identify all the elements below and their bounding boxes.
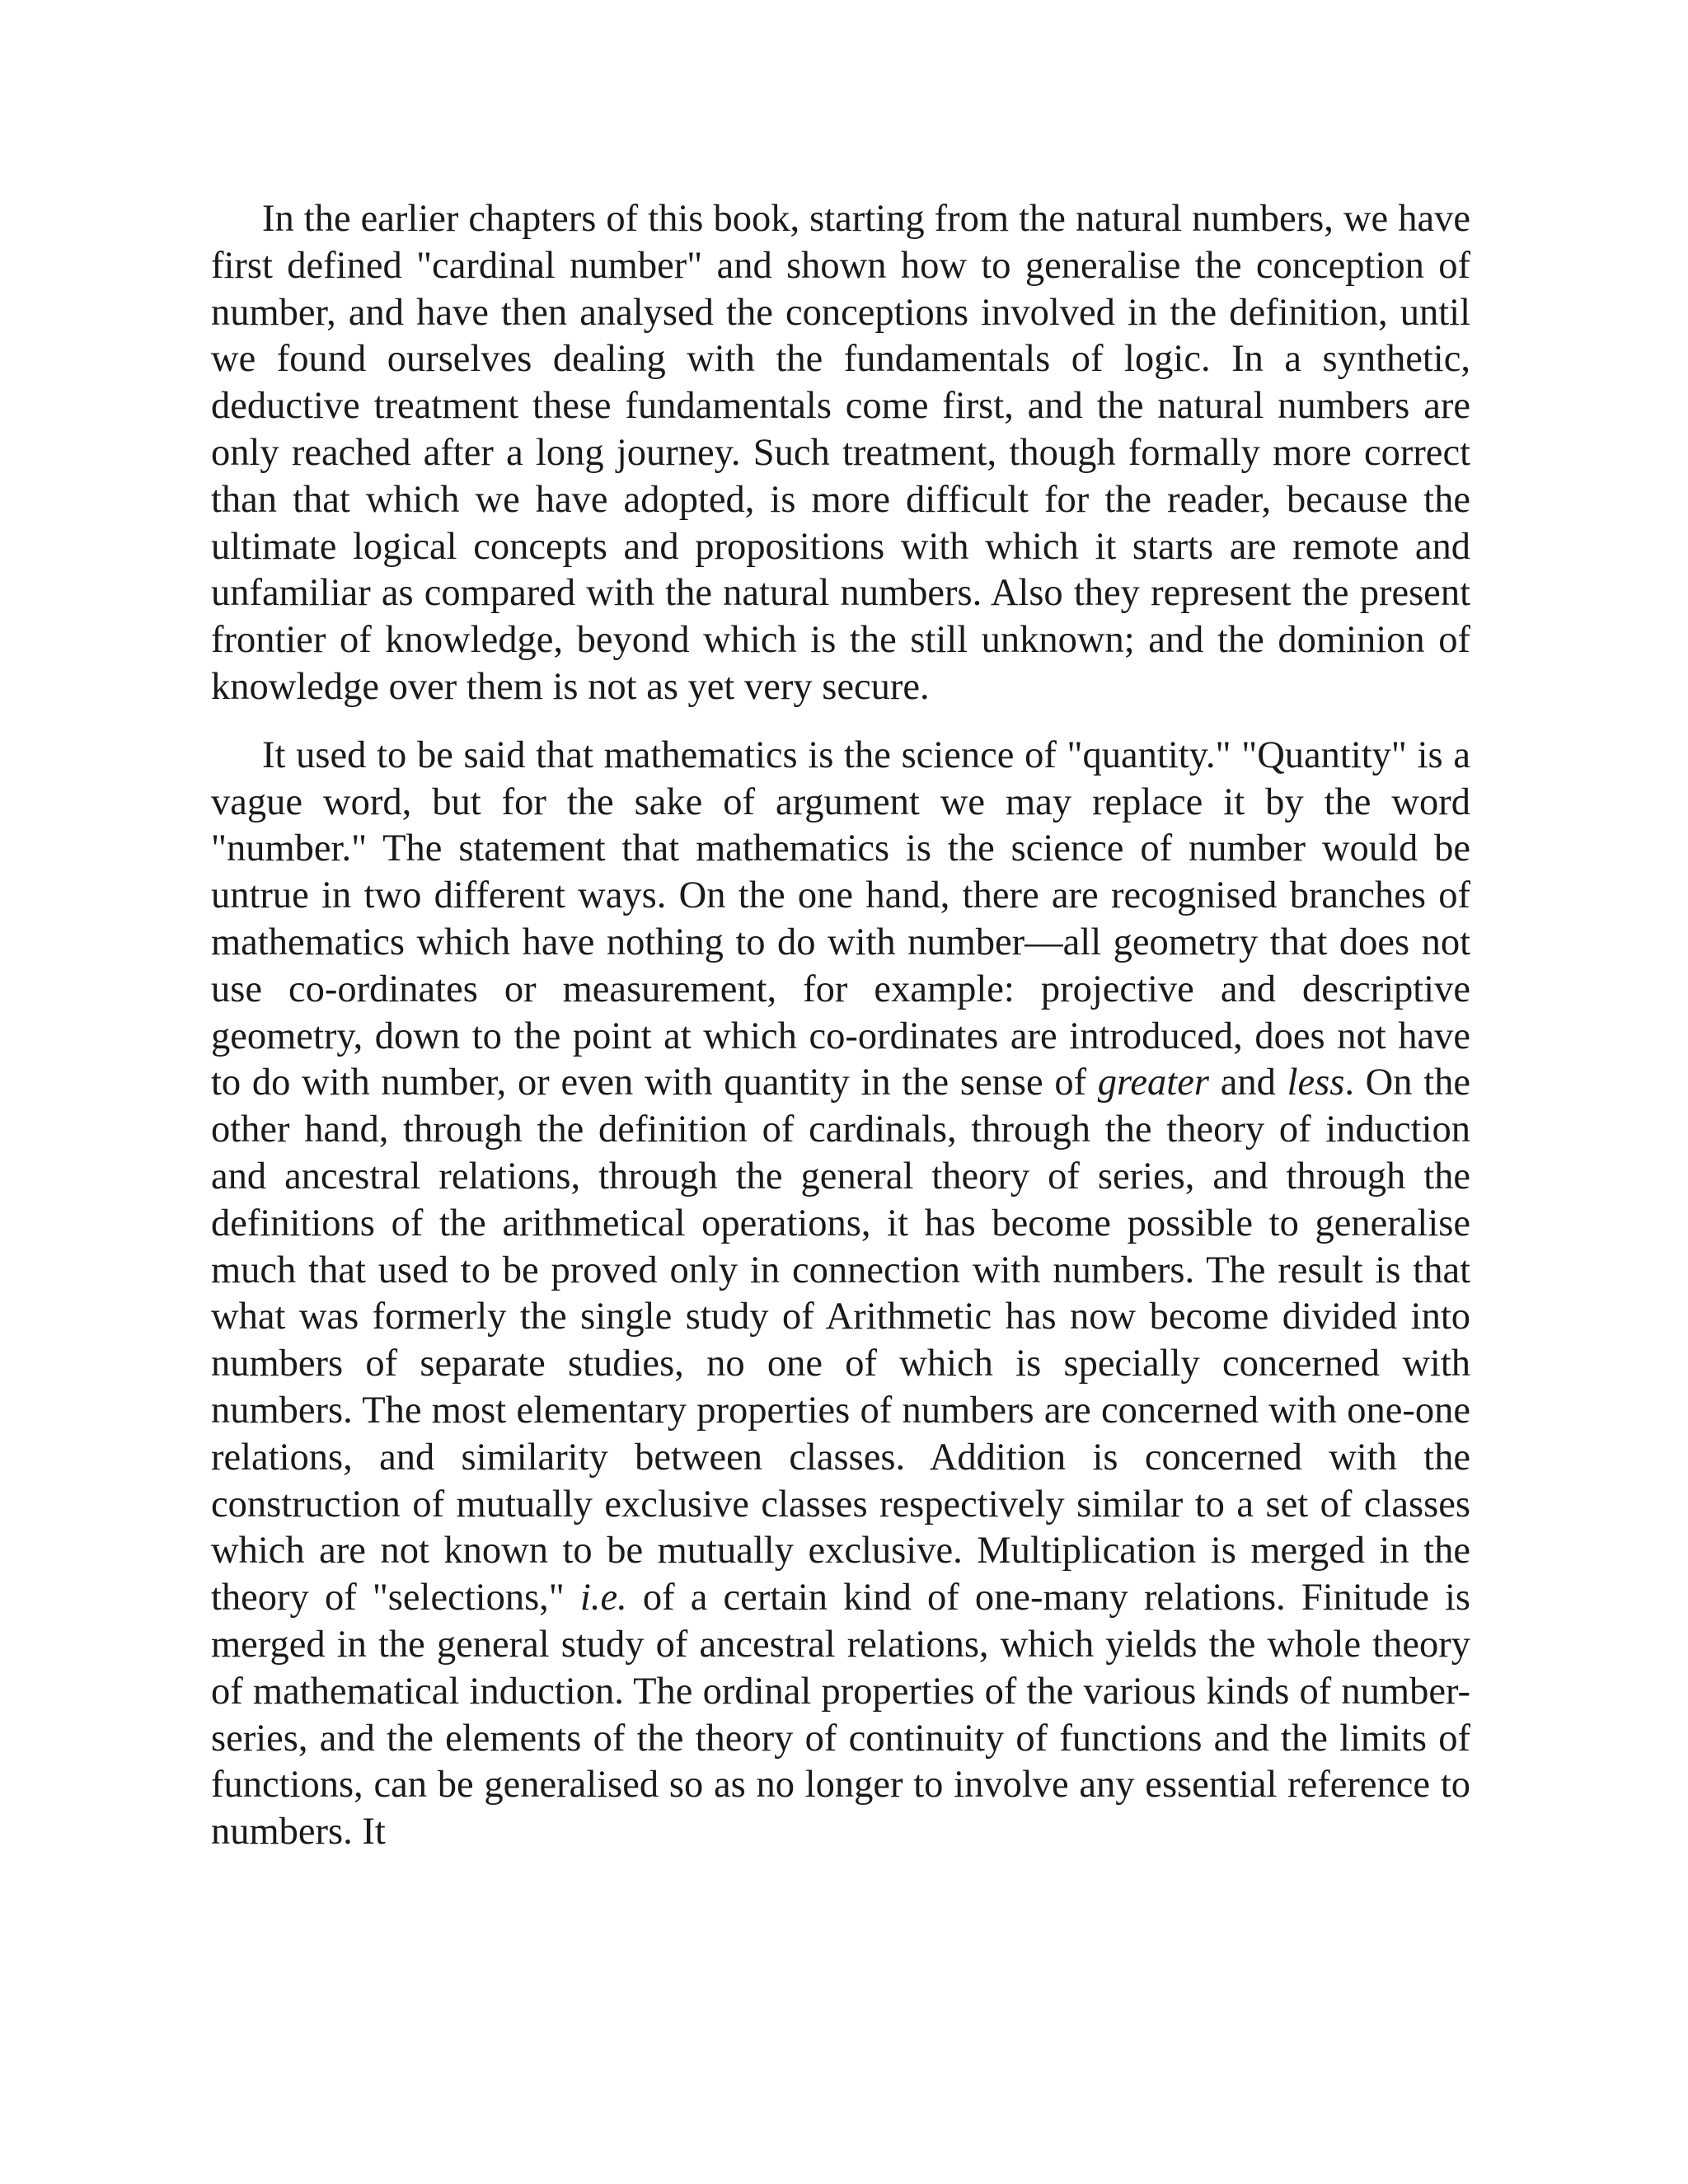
paragraph-2-text-c: . On the other hand, through the definition of cardinals, through the theory of induction and ancestral relations, through the general theory of series, and through the definitions of the arithmetical operations, it has become possible to generalise much that used to be proved only in connection with numbers. The result is that what was formerly the single study of Arithmetic has now become divided into numbers of separate studies, no one of which is specially concerned with numbers. The most elementary properties of numbers are concerned with one-one relations, and similarity between classes. Addition is concerned with the construction of mutually exclusive classes respectively similar to a set of classes which are not known to be mutually exclusive. Multiplication is merged in the theory of "selections," xyxy=(211,1062,1471,1619)
italic-less: less xyxy=(1287,1062,1345,1104)
paragraph-1 xyxy=(211,196,1470,711)
paragraph-1-text: In the earlier chapters of this book, starting from the natural numbers, we have first defined "cardinal number" and shown how to generalise the conception of number, and have then analysed the conceptions involved in the definition, until we found ourselves dealing with the fundamentals of logic. In a synthetic, deductive treatment these fundamentals come first, and the natural numbers are only reached after a long journey. Such treatment, though formally more correct than that which we have adopted, is more difficult for the reader, because the ultimate logical concepts and propositions with which it starts are remote and unfamiliar as compared with the natural numbers. Also they represent the present frontier of knowledge, beyond which is the still unknown; and the dominion of knowledge over them is not as yet very secure. xyxy=(211,198,1470,708)
italic-greater: greater xyxy=(1097,1062,1209,1104)
paragraph-2-text-d: of a certain kind of one-many relations. Finitude is merged in the general study of ancestral relations, which yields the whole theory of mathematical induction. The ordinal properties of the various kinds of number-series, and the elements of the theory of continuity of functions and the limits of functions, can be generalised so as no longer to involve any essential reference to numbers. It xyxy=(211,1577,1470,1854)
paragraph-2-text-b: and xyxy=(1208,1062,1287,1104)
italic-ie: i.e. xyxy=(579,1577,627,1619)
body-text xyxy=(211,196,1470,1877)
paragraph-2 xyxy=(211,733,1470,1856)
paragraph-2-text-a: It used to be said that mathematics is the science of "quantity." "Quantity" is a vague word, but for the sake of argument we may replace it by the word "number." The statement that mathematics is the science of number would be untrue in two different ways. On the one hand, there are recognised branches of mathematics which have nothing to do with number—all geometry that does not use co-ordinates or measurement, for example: projective and descriptive geometry, down to the point at which co-ordinates are introduced, does not have to do with number, or even with quantity in the sense of xyxy=(211,733,1470,1104)
